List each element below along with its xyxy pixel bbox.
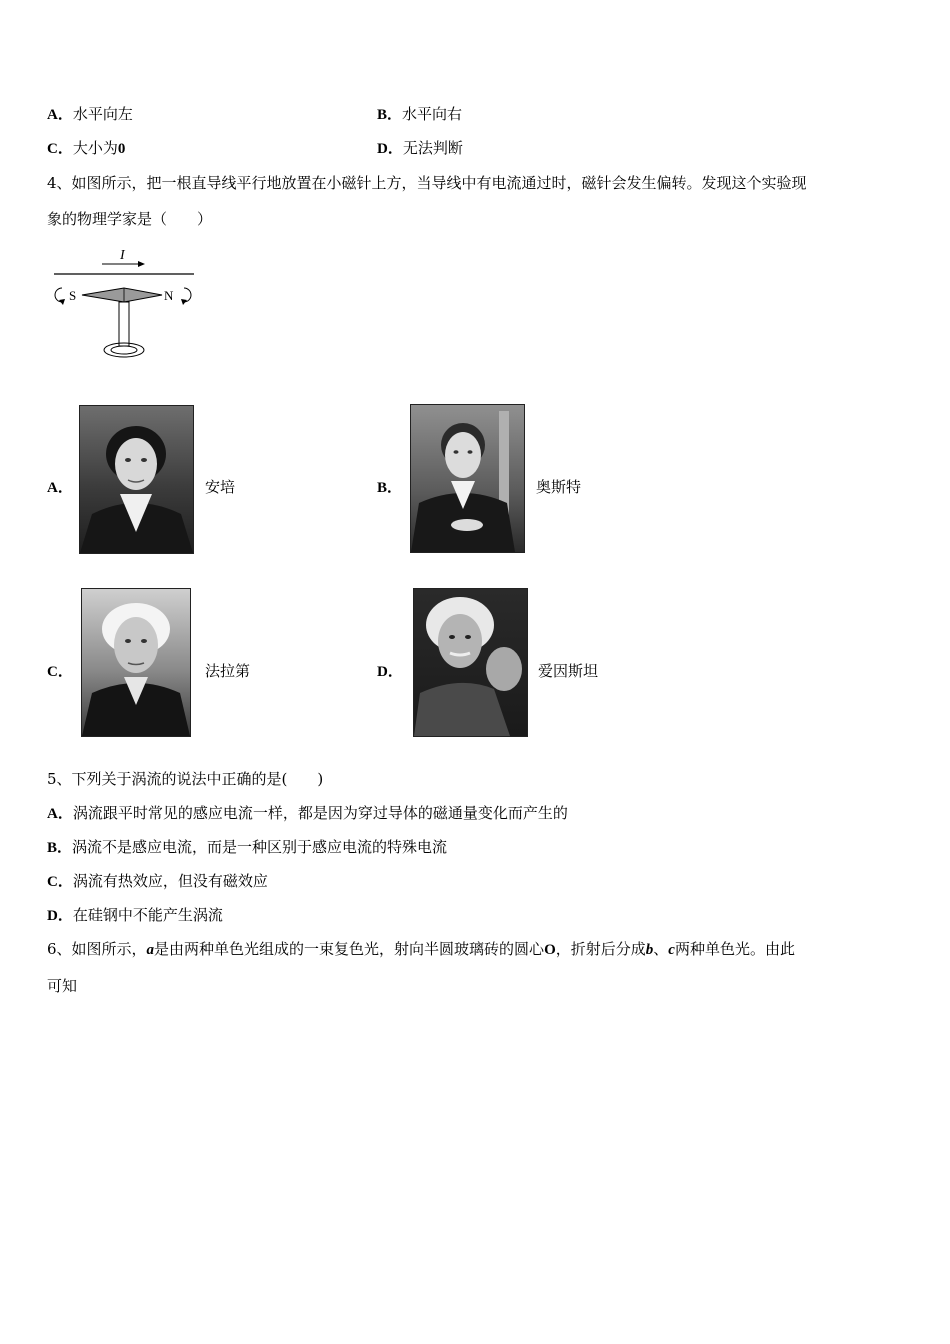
q4-stem-line2: 象的物理学家是（ ） <box>47 210 213 228</box>
portrait-oersted <box>410 404 525 553</box>
q6-stem-line1: 6、如图所示，a是由两种单色光组成的一束复色光，射向半圆玻璃砖的圆心O，折射后分成b、c两种单色光。由此 <box>47 940 795 958</box>
q5-option-b <box>47 836 447 857</box>
option-letter: D． <box>47 908 73 924</box>
option-letter: D． <box>377 141 403 157</box>
current-label: I <box>120 248 125 263</box>
q4-option-c-letter: C． <box>47 664 73 680</box>
option-number: 0 <box>117 141 126 157</box>
q6-stem-line2: 可知 <box>47 977 78 995</box>
north-label: N <box>164 288 174 303</box>
portrait-faraday-figure <box>82 589 190 736</box>
option-text: 水平向左 <box>72 105 133 123</box>
q5-option-d <box>47 904 223 925</box>
q3-option-a <box>47 103 133 124</box>
option-letter: B． <box>47 840 73 856</box>
portrait-ampere <box>79 405 194 554</box>
option-letter: A． <box>47 107 73 123</box>
option-text: 涡流跟平时常见的感应电流一样，都是因为穿过导体的磁通量变化而产生的 <box>72 804 568 822</box>
option-text: 大小为 <box>72 139 118 157</box>
portrait-einstein-figure <box>414 589 527 736</box>
option-letter: C． <box>47 874 73 890</box>
q4-compass-figure <box>50 244 200 362</box>
q4-option-d-letter: D． <box>377 664 403 680</box>
south-label: S <box>69 288 77 303</box>
name-einstein: 爱因斯坦 <box>538 662 599 680</box>
q4-option-b-letter: B． <box>377 480 403 496</box>
q5-stem: 5、下列关于涡流的说法中正确的是( ) <box>47 770 324 788</box>
name-oersted: 奥斯特 <box>536 478 582 496</box>
compass-base-inner <box>111 346 137 354</box>
option-letter: C． <box>47 141 73 157</box>
q3-option-d <box>377 137 463 158</box>
option-text: 无法判断 <box>402 139 463 157</box>
portrait-oersted-figure <box>411 405 524 552</box>
q5-option-c <box>47 870 268 891</box>
option-text: 在硅钢中不能产生涡流 <box>72 906 223 924</box>
q3-option-b <box>377 103 462 124</box>
name-ampere: 安培 <box>205 478 236 496</box>
ray-a: a <box>146 942 155 958</box>
compass-needle <box>82 288 162 302</box>
portrait-einstein <box>413 588 528 737</box>
center-o: O <box>544 942 556 958</box>
q4-option-a-letter: A． <box>47 480 73 496</box>
portrait-faraday <box>81 588 191 737</box>
name-faraday: 法拉第 <box>205 662 251 680</box>
current-arrowhead <box>138 261 145 267</box>
ray-c: c <box>668 942 675 958</box>
option-text: 涡流有热效应，但没有磁效应 <box>72 872 268 890</box>
portrait-ampere-figure <box>80 406 193 553</box>
q5-option-a <box>47 802 568 823</box>
compass-stand <box>119 302 129 346</box>
option-text: 水平向右 <box>402 105 463 123</box>
q4-stem-line1: 4、如图所示，把一根直导线平行地放置在小磁针上方，当导线中有电流通过时，磁针会发生偏转。发现这个实验现 <box>47 174 807 192</box>
q3-option-c <box>47 137 125 158</box>
option-text: 涡流不是感应电流，而是一种区别于感应电流的特殊电流 <box>72 838 448 856</box>
option-letter: B． <box>377 107 403 123</box>
ray-b: b <box>645 942 654 958</box>
option-letter: A． <box>47 806 73 822</box>
